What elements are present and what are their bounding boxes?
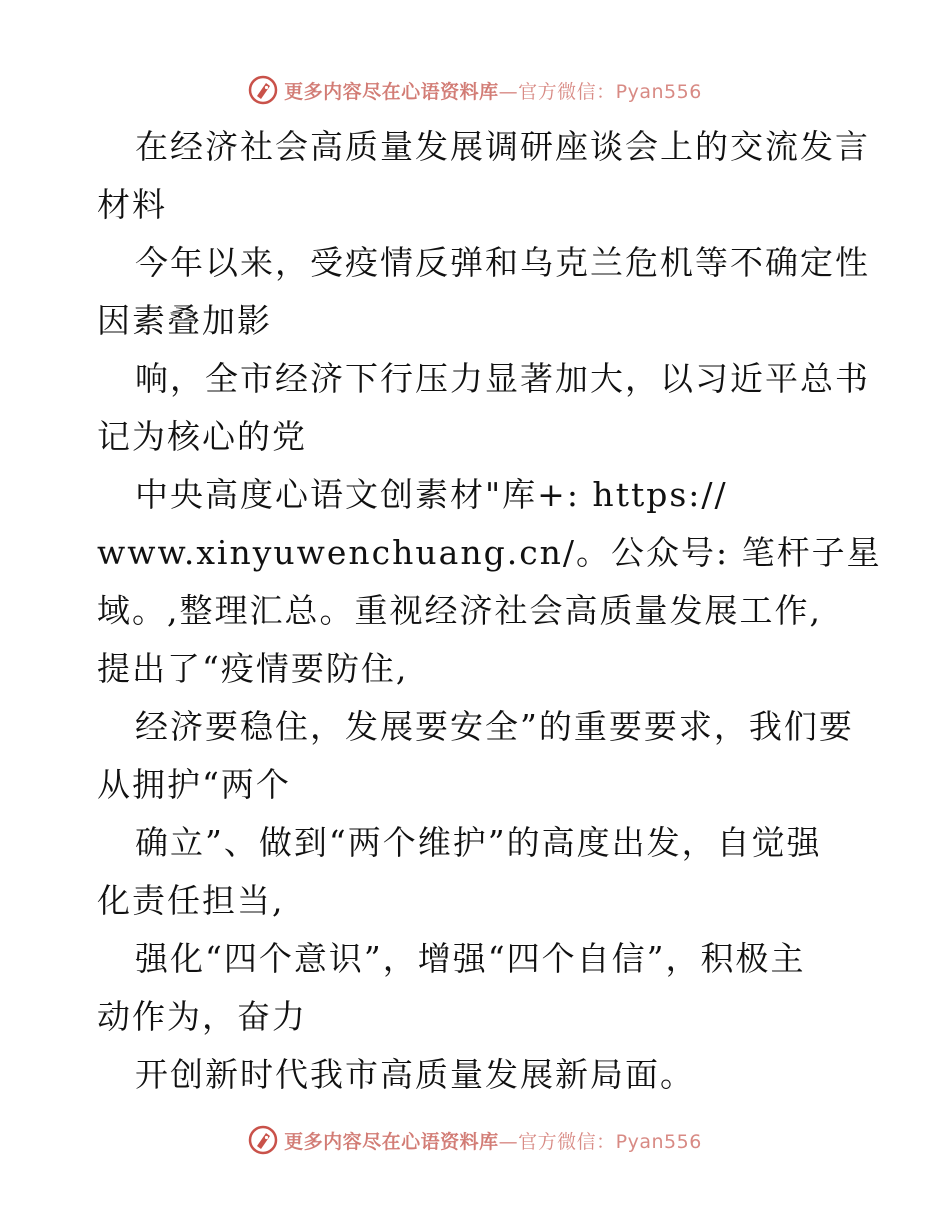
body-line: 从拥护“两个 bbox=[97, 765, 291, 804]
body-line: www.xinyuwenchuang.cn/。公众号: 笔杆子星 bbox=[97, 533, 882, 572]
body-line: 经济要稳住，发展要安全”的重要要求，我们要 bbox=[135, 707, 854, 746]
body-line: 材料 bbox=[97, 185, 167, 224]
pen-nib-logo-icon bbox=[248, 75, 278, 105]
footer-banner-text bbox=[284, 1127, 702, 1154]
body-line: 响，全市经济下行压力显著加大，以习近平总书 bbox=[135, 359, 870, 398]
header-banner-rest: —官方微信：Pyan556 bbox=[498, 80, 702, 103]
body-line: 因素叠加影 bbox=[97, 301, 272, 340]
pen-nib-logo-icon bbox=[248, 1125, 278, 1155]
footer-banner bbox=[0, 1120, 950, 1160]
body-line: 开创新时代我市高质量发展新局面。 bbox=[135, 1055, 695, 1094]
body-line: 提出了“疫情要防住, bbox=[97, 649, 409, 688]
footer-banner-rest: —官方微信：Pyan556 bbox=[498, 1130, 702, 1153]
body-line: 动作为，奋力 bbox=[97, 997, 307, 1036]
body-line: 确立”、做到“两个维护”的高度出发，自觉强 bbox=[135, 823, 822, 862]
footer-banner-main: 更多内容尽在心语资料库 bbox=[284, 1130, 499, 1153]
header-banner-main: 更多内容尽在心语资料库 bbox=[284, 80, 499, 103]
body-line: 化责任担当, bbox=[97, 881, 285, 920]
body-line: 中央高度心语文创素材"库+: https:// bbox=[135, 475, 728, 514]
body-line: 今年以来，受疫情反弹和乌克兰危机等不确定性 bbox=[135, 243, 870, 282]
body-line: 记为核心的党 bbox=[97, 417, 307, 456]
header-banner-text bbox=[284, 77, 702, 104]
body-line: 域。,整理汇总。重视经济社会高质量发展工作, bbox=[97, 591, 822, 630]
header-banner bbox=[0, 70, 950, 110]
body-line: 在经济社会高质量发展调研座谈会上的交流发言 bbox=[135, 127, 870, 166]
body-line: 强化“四个意识”，增强“四个自信”，积极主 bbox=[135, 939, 806, 978]
document-body bbox=[97, 118, 882, 1104]
